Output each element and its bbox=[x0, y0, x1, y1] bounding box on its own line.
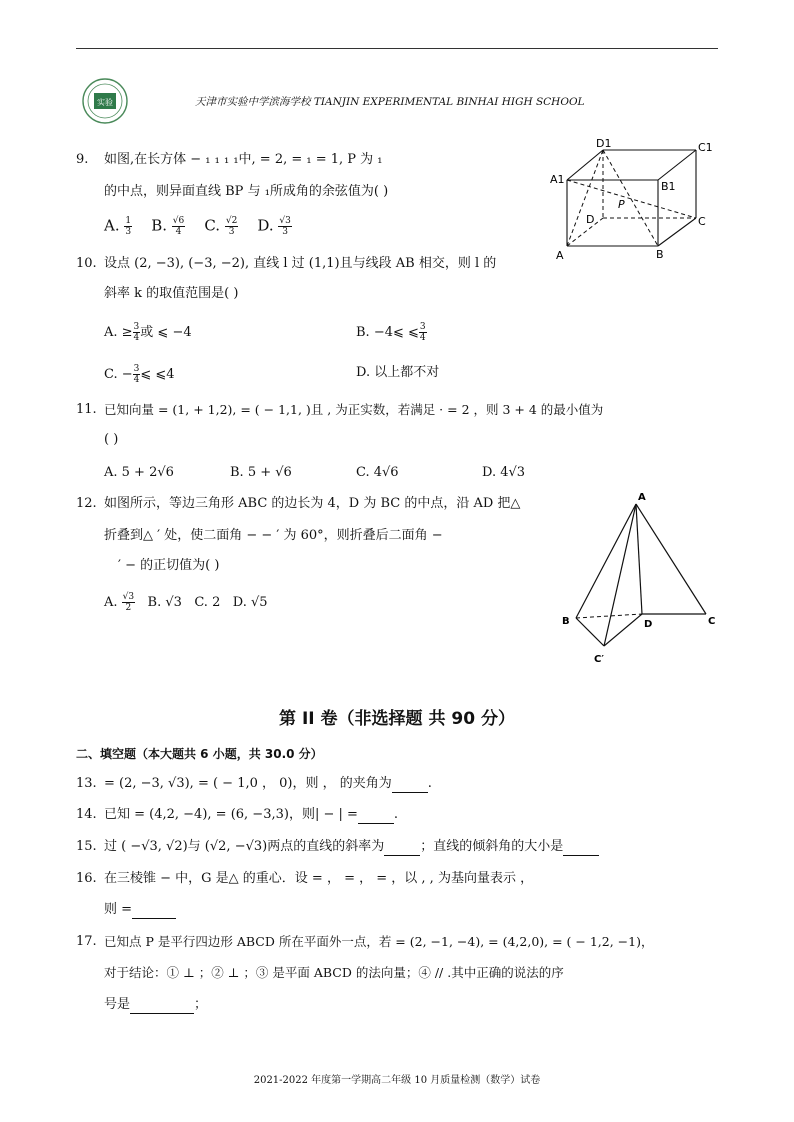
q15-number: 15. bbox=[76, 839, 97, 854]
q12-option-d: D. √5 bbox=[232, 595, 268, 610]
q14-number: 14. bbox=[76, 807, 97, 822]
q17-line1: 已知点 P 是平行四边形 ABCD 所在平面外一点，若 = (2, −1, −4), = (4,2,0), = ( − 1,2, −1)， bbox=[104, 934, 654, 949]
q17-line3: 号是 ； bbox=[104, 997, 208, 1012]
page-footer: 2021-2022 年度第一学期高二年级 10 月质量检测（数学）试卷 bbox=[253, 1075, 541, 1086]
label-c: C bbox=[698, 215, 706, 228]
label-p: P bbox=[618, 198, 625, 211]
q16-blank bbox=[132, 906, 176, 919]
q9-line1: 如图,在长方体 − ₁ ₁ ₁ ₁中, = 2, = ₁ = 1, P 为 ₁ bbox=[104, 152, 383, 167]
q13-blank bbox=[392, 780, 428, 793]
q14-blank bbox=[358, 811, 394, 824]
q15: 过 ( −√3, √2)与 (√2, −√3)两点的直线的斜率为 ；直线的倾斜角的大小是 bbox=[104, 838, 599, 856]
q9-option-d: D. bbox=[257, 216, 274, 235]
q10-option-d: D. 以上都不对 bbox=[356, 365, 440, 380]
q9-number: 9. bbox=[76, 152, 89, 167]
q16-line2: 则 = bbox=[104, 901, 176, 919]
q17-number: 17. bbox=[76, 934, 97, 949]
q12-line2: 折叠到△ ′ 处，使二面角 − − ′ 为 60°，则折叠后二面角 − bbox=[104, 528, 443, 543]
label-a-fig2: A bbox=[638, 492, 646, 503]
q13: = (2, −3, √3), = ( − 1,0 ， 0)，则 ， 的夹角为 . bbox=[104, 776, 432, 791]
q9-line2: 的中点，则异面直线 BP 与 ₁所成角的余弦值为( ) bbox=[104, 184, 389, 199]
q9-option-a: A. bbox=[104, 216, 120, 235]
q12-number: 12. bbox=[76, 496, 97, 511]
q14: 已知 = (4,2, −4), = (6, −3,3)，则| − | = . bbox=[104, 807, 399, 822]
label-a1: A1 bbox=[550, 173, 565, 186]
cuboid-figure bbox=[548, 134, 718, 264]
section-title: 第 II 卷（非选择题 共 90 分） bbox=[279, 709, 515, 729]
label-b: B bbox=[656, 248, 664, 261]
label-c-fig2: C bbox=[708, 616, 716, 627]
q11-line1: 已知向量 = (1, + 1,2), = ( − 1,1, )且 , 为正实数，若满足 · = 2 ，则 3 + 4 的最小值为 bbox=[104, 402, 604, 417]
q10-line2: 斜率 k 的取值范围是( ) bbox=[104, 286, 239, 301]
label-b1: B1 bbox=[661, 180, 676, 193]
q9-option-c-frac: $\frac{√2}{3}$ bbox=[225, 216, 238, 237]
label-a: A bbox=[556, 249, 564, 262]
label-b-fig2: B bbox=[562, 616, 570, 627]
header-rule bbox=[76, 48, 718, 49]
q10-option-c: C. − $\frac{3}{4}$ ⩽ ⩽4 bbox=[104, 364, 175, 385]
q9-option-a-frac: $\frac{1}{3}$ bbox=[125, 216, 132, 237]
q11-option-a: A. 5 + 2√6 bbox=[104, 465, 174, 480]
q9-option-c: C. bbox=[204, 216, 221, 235]
q12-line1: 如图所示，等边三角形 ABC 的边长为 4，D 为 BC 的中点，沿 AD 把△ bbox=[104, 496, 521, 511]
label-c1: C1 bbox=[698, 141, 713, 154]
label-c-prime-fig2: C′ bbox=[594, 654, 604, 665]
q13-number: 13. bbox=[76, 776, 97, 791]
label-d-fig2: D bbox=[644, 619, 653, 630]
q9-options bbox=[104, 216, 292, 237]
fill-in-header: 二、填空题（本大题共 6 小题，共 30.0 分） bbox=[76, 747, 323, 761]
q11-number: 11. bbox=[76, 402, 97, 417]
school-logo bbox=[80, 76, 142, 126]
q12-option-c: C. 2 bbox=[194, 595, 221, 610]
q17-line2: 对于结论：① ⊥ ；② ⊥ ；③ 是平面 ABCD 的法向量；④ // .其中正确的说法的序 bbox=[104, 965, 564, 980]
q11-line2: ( ) bbox=[104, 432, 119, 447]
q10-number: 10. bbox=[76, 256, 97, 271]
q13-text: = (2, −3, √3), = ( − 1,0 ， 0)，则 ， 的夹角为 bbox=[104, 776, 392, 791]
q9-option-b: B. bbox=[151, 216, 167, 235]
q12-option-b: B. √3 bbox=[147, 595, 182, 610]
q10-option-a: A. ≥ $\frac{3}{4}$ 或 ⩽ −4 bbox=[104, 322, 192, 343]
q11-option-b: B. 5 + √6 bbox=[230, 465, 292, 480]
q14-text: 已知 = (4,2, −4), = (6, −3,3)，则| − | = bbox=[104, 807, 358, 822]
q15-blank-2 bbox=[563, 843, 599, 856]
q15-text: 过 ( −√3, √2)与 (√2, −√3)两点的直线的斜率为 bbox=[104, 839, 385, 854]
q16-line1: 在三棱锥 − 中，G 是△ 的重心．设 = ， = ， = ，以 , , 为基向量表示 ， bbox=[104, 871, 534, 886]
q12-option-a: A. bbox=[104, 595, 118, 610]
q10-line1: 设点 (2, −3), (−3, −2), 直线 l 过 (1,1)且与线段 AB 相交，则 l 的 bbox=[104, 256, 497, 271]
q12-line3: ′ − 的正切值为( ) bbox=[118, 558, 220, 573]
q11-option-c: C. 4√6 bbox=[356, 465, 399, 480]
label-d: D bbox=[586, 213, 595, 226]
q15-blank-1 bbox=[384, 843, 420, 856]
label-d1: D1 bbox=[596, 137, 612, 150]
q16-number: 16. bbox=[76, 871, 97, 886]
q10-option-b: B. −4⩽ ⩽ $\frac{3}{4}$ bbox=[356, 322, 426, 343]
q17-blank bbox=[130, 1001, 194, 1014]
tetrahedron-figure bbox=[558, 490, 728, 670]
q11-option-d: D. 4√3 bbox=[482, 465, 526, 480]
school-name: 天津市实验中学滨海学校 TIANJIN EXPERIMENTAL BINHAI HIGH SCHOOL bbox=[195, 96, 585, 108]
logo-text: 实验 bbox=[97, 98, 113, 107]
q12-options: A. $\frac{√3}{2}$ B. √3 C. 2 D. √5 bbox=[104, 592, 268, 613]
q9-option-d-frac: $\frac{√3}{3}$ bbox=[279, 216, 291, 237]
q9-option-b-frac: $\frac{√6}{4}$ bbox=[172, 216, 185, 237]
